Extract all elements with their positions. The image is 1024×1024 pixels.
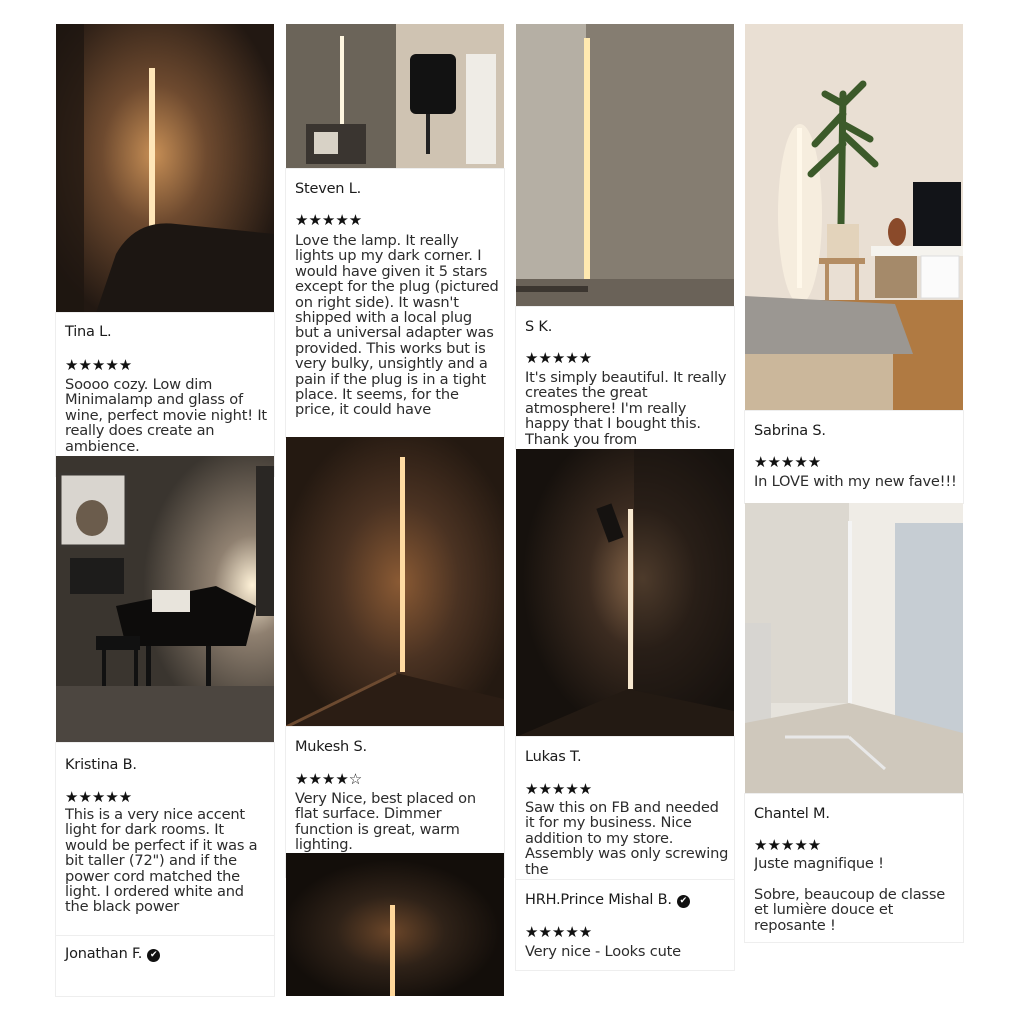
review-text: Saw this on FB and needed it for my business. Nice addition to my store. Assembly was only screwing the — [525, 800, 729, 878]
review-card-sk — [516, 307, 734, 449]
reviewer-name: Lukas T. — [525, 749, 582, 765]
review-text: Soooo cozy. Low dim Minimalamp and glass of wine, perfect movie night! It really does create an ambience. — [65, 377, 267, 455]
review-photo-mukesh[interactable] — [286, 437, 504, 727]
star-rating: ★★★★★ — [65, 356, 133, 374]
review-card-lukas — [516, 737, 734, 880]
reviewer-name — [65, 946, 160, 962]
star-rating: ★★★★★ — [295, 211, 363, 229]
star-rating: ★★★★★ — [754, 836, 822, 854]
reviewer-name-text: HRH.Prince Mishal B. — [525, 892, 672, 908]
review-photo-tina[interactable] — [56, 24, 274, 313]
review-card-steven — [286, 169, 504, 437]
reviewer-name — [525, 892, 690, 908]
review-text: This is a very nice accent light for dark rooms. It would be perfect if it was a bit taller (72") and if the power cord matched the light. I ordered white and the black power — [65, 807, 258, 916]
reviewer-name: Sabrina S. — [754, 423, 826, 439]
review-card-chantel — [745, 794, 963, 942]
review-photo-chantel[interactable] — [745, 503, 963, 794]
review-photo-kristina[interactable] — [56, 456, 274, 743]
review-card-tina — [56, 313, 274, 476]
review-text: In LOVE with my new fave!!! — [754, 474, 957, 490]
review-text: Juste magnifique ! — [754, 856, 884, 872]
reviewer-name: Chantel M. — [754, 806, 830, 822]
review-card-jonathan — [56, 936, 274, 996]
review-photo-lukas[interactable] — [516, 449, 734, 737]
review-text-secondary: Sobre, beaucoup de classe et lumière douce et reposante ! — [754, 887, 946, 934]
lamp-and-plug-photo — [286, 24, 504, 169]
star-rating: ★★★★☆ — [295, 770, 363, 788]
star-rating: ★★★★★ — [525, 780, 593, 798]
review-card-kristina — [56, 743, 274, 948]
review-photo-sabrina[interactable] — [745, 24, 963, 411]
review-text: It's simply beautiful. It really creates the great atmosphere! I'm really happy that I bought this. Thank you from — [525, 370, 727, 448]
lamp-corner-photo — [286, 437, 504, 727]
lamp-corner-photo — [56, 24, 274, 313]
star-rating: ★★★★★ — [754, 453, 822, 471]
reviewer-name-text: Jonathan F. — [65, 946, 143, 962]
review-text: Very nice - Looks cute — [525, 944, 681, 960]
star-rating: ★★★★★ — [525, 923, 593, 941]
reviewer-name: Mukesh S. — [295, 739, 367, 755]
review-card-sabrina — [745, 411, 963, 503]
reviewer-name: Kristina B. — [65, 757, 137, 773]
review-photo-extra[interactable] — [286, 853, 504, 996]
reviewer-name: Steven L. — [295, 181, 361, 197]
lamp-corner-photo — [286, 853, 504, 996]
star-rating: ★★★★★ — [65, 788, 133, 806]
lamp-corner-photo — [516, 24, 734, 307]
review-card-hrh — [516, 880, 734, 970]
review-photo-steven[interactable] — [286, 24, 504, 169]
reviewer-name: S K. — [525, 319, 553, 335]
lamp-corner-photo — [745, 503, 963, 794]
verified-check-icon: ✔ — [147, 949, 160, 962]
lamp-corner-photo — [516, 449, 734, 737]
review-text: Very Nice, best placed on flat surface. Dimmer function is great, warm lighting. — [295, 791, 476, 854]
reviewer-name: Tina L. — [65, 324, 112, 340]
star-rating: ★★★★★ — [525, 349, 593, 367]
living-room-photo — [745, 24, 963, 411]
review-photo-sk[interactable] — [516, 24, 734, 307]
verified-check-icon: ✔ — [677, 895, 690, 908]
piano-room-photo — [56, 456, 274, 743]
review-text: Love the lamp. It really lights up my dark corner. I would have given it 5 stars except for the plug (pictured on right side). It wasn't shipped with a local plug but a universal adapter was provided. This works but is very bulky, unsightly and a pain if the plug is in a tight place. It seems, for the price, it could have — [295, 233, 499, 419]
